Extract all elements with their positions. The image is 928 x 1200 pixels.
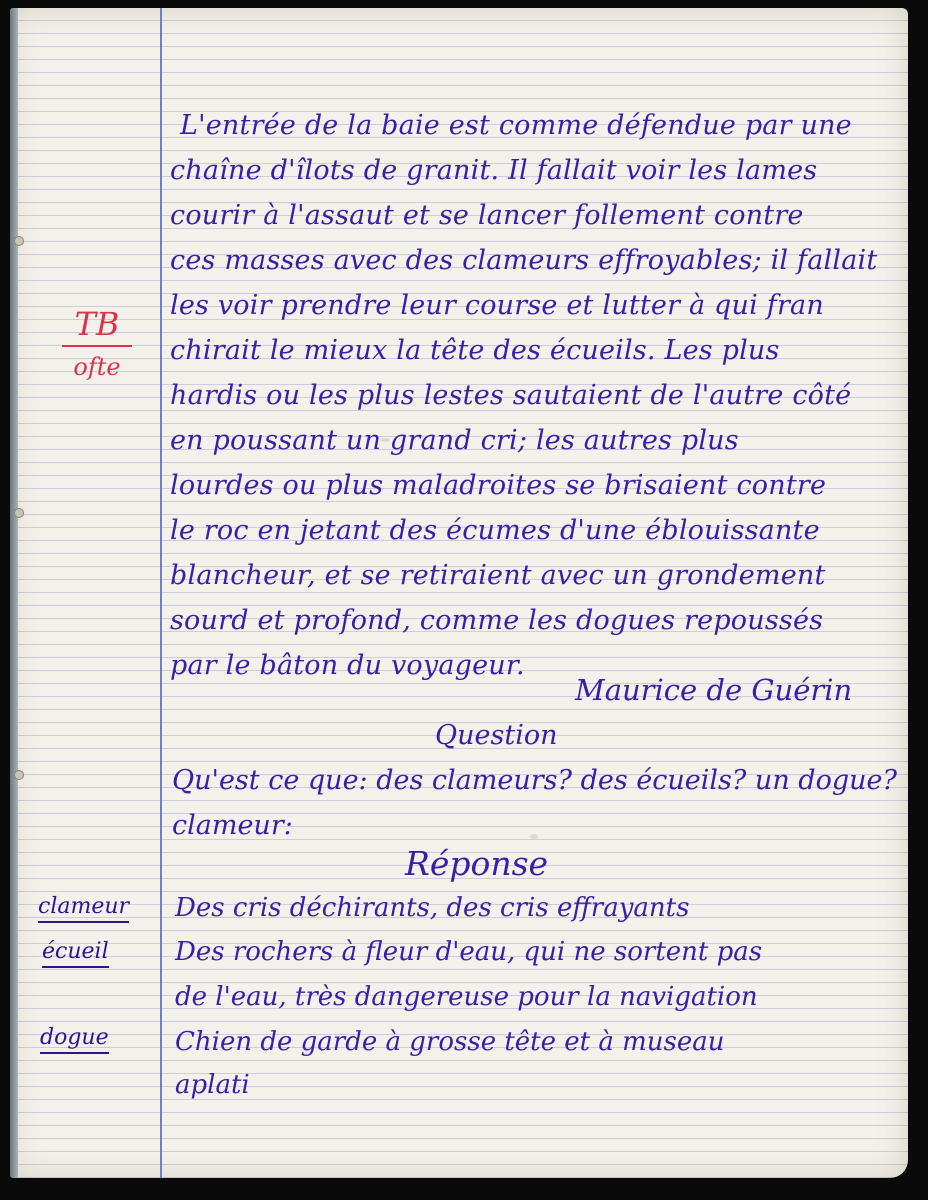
question-line: clameur: bbox=[172, 810, 293, 841]
margin-term-dogue: dogue bbox=[40, 1024, 109, 1054]
passage-line: sourd et profond, comme les dogues repoussés bbox=[170, 605, 824, 636]
notebook-binding-edge bbox=[10, 8, 18, 1178]
passage-line: chirait le mieux la tête des écueils. Les plus bbox=[170, 335, 780, 366]
passage-line: hardis ou les plus lestes sautaient de l'autre côté bbox=[170, 380, 852, 411]
punch-hole bbox=[14, 236, 24, 246]
answer-line: Des rochers à fleur d'eau, qui ne sortent pas bbox=[175, 937, 763, 967]
grade-mark: TB bbox=[62, 303, 132, 347]
answer-line: de l'eau, très dangereuse pour la navigation bbox=[175, 982, 758, 1012]
teacher-grade bbox=[62, 303, 132, 387]
answer-line: Des cris déchirants, des cris effrayants bbox=[175, 893, 690, 923]
passage-line: par le bâton du voyageur. bbox=[170, 650, 525, 681]
notebook-page bbox=[10, 8, 908, 1178]
passage-line: blancheur, et se retiraient avec un grondement bbox=[170, 560, 826, 591]
passage-line: courir à l'assaut et se lancer follement contre bbox=[170, 200, 804, 231]
margin-term-ecueil: écueil bbox=[42, 938, 109, 968]
passage-line: les voir prendre leur course et lutter à qui fran bbox=[170, 290, 824, 321]
punch-hole bbox=[14, 508, 24, 518]
answer-line: aplati bbox=[175, 1070, 250, 1100]
passage-line: lourdes ou plus maladroites se brisaient contre bbox=[170, 470, 827, 501]
margin-term-clameur: clameur bbox=[38, 893, 129, 923]
answer-heading: Réponse bbox=[405, 844, 549, 883]
passage-line: L'entrée de la baie est comme défendue par une bbox=[180, 110, 852, 141]
ink-speck bbox=[530, 834, 538, 839]
punch-hole bbox=[14, 770, 24, 780]
passage-line: le roc en jetant des écumes d'une éblouissante bbox=[170, 515, 820, 546]
question-heading: Question bbox=[435, 720, 558, 751]
margin-line bbox=[160, 8, 162, 1178]
author-signature: Maurice de Guérin bbox=[575, 673, 853, 707]
passage-line: en poussant un grand cri; les autres plus bbox=[170, 425, 739, 456]
passage-line: ces masses avec des clameurs effroyables; il fallait bbox=[170, 245, 878, 276]
passage-text bbox=[170, 103, 908, 688]
answer-line: Chien de garde à grosse tête et à museau bbox=[175, 1027, 725, 1057]
grade-comment: ofte bbox=[73, 353, 121, 381]
passage-line: chaîne d'îlots de granit. Il fallait voir les lames bbox=[170, 155, 818, 186]
question-line: Qu'est ce que: des clameurs? des écueils? un dogue? bbox=[172, 765, 897, 796]
